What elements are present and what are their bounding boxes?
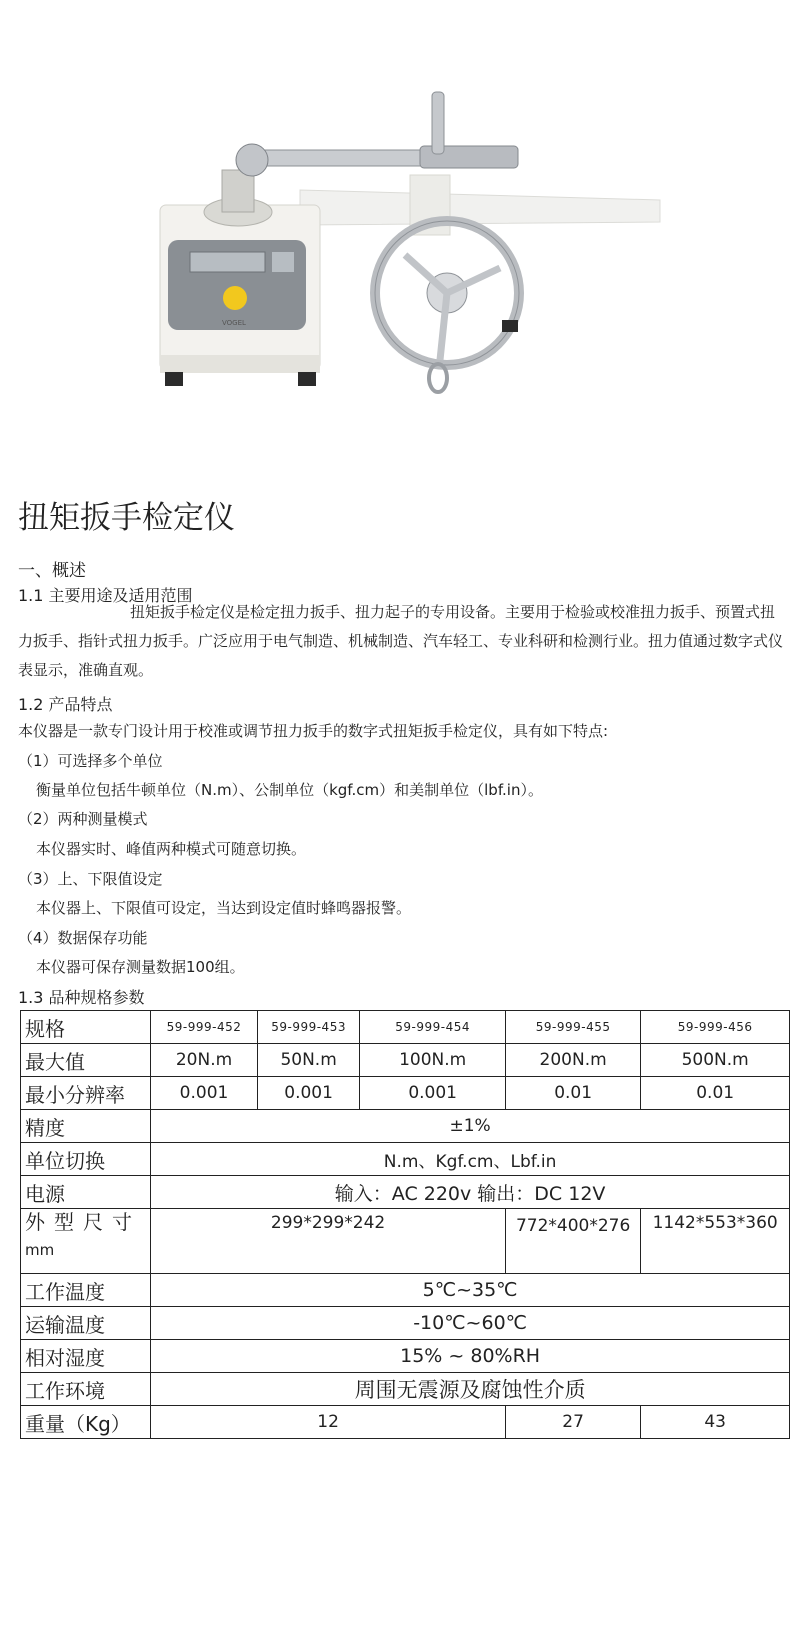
torque-tester-illustration [0, 0, 800, 470]
cell-value: 59-999-456 [641, 1011, 790, 1044]
feature-1-desc: 衡量单位包括牛顿单位（N.m）、公制单位（kgf.cm）和美制单位（lbf.in）。 [36, 781, 543, 799]
section-1-1-heading: 1.1 主要用途及适用范围 [18, 586, 193, 605]
usage-paragraph [18, 598, 786, 685]
cell-value: -10℃~60℃ [151, 1307, 790, 1340]
dims-label: 外型尺寸 [25, 1210, 141, 1234]
cell-value: 200N.m [505, 1044, 640, 1077]
cell-value: 100N.m [360, 1044, 506, 1077]
table-row-power [21, 1176, 790, 1209]
cell-value: 0.01 [505, 1077, 640, 1110]
cell-value: 500N.m [641, 1044, 790, 1077]
cell-label: 电源 [21, 1176, 151, 1209]
feature-3-title: （3）上、下限值设定 [18, 870, 163, 888]
cell-label: 工作温度 [21, 1274, 151, 1307]
page-title: 扭矩扳手检定仪 [18, 500, 235, 536]
cell-label: 规格 [21, 1011, 151, 1044]
cell-value: 0.01 [641, 1077, 790, 1110]
cell-label: 单位切换 [21, 1143, 151, 1176]
cell-value: 0.001 [360, 1077, 506, 1110]
cell-value: 299*299*242 [151, 1209, 506, 1274]
cell-value: ±1% [151, 1110, 790, 1143]
cell-value: 43 [641, 1406, 790, 1439]
table-row-units [21, 1143, 790, 1176]
table-row-work-temp [21, 1274, 790, 1307]
table-row-model [21, 1011, 790, 1044]
cell-value: 20N.m [151, 1044, 258, 1077]
cell-value: 0.001 [257, 1077, 360, 1110]
cell-value: N.m、Kgf.cm、Lbf.in [151, 1143, 790, 1176]
cell-label: 相对湿度 [21, 1340, 151, 1373]
cell-value: 5℃~35℃ [151, 1274, 790, 1307]
spec-table [20, 1010, 790, 1439]
cell-label: 重量（Kg） [21, 1406, 151, 1439]
cell-value: 772*400*276 [505, 1209, 640, 1274]
brand-mark: VOGEL [222, 319, 246, 327]
cell-value: 12 [151, 1406, 506, 1439]
cell-label: 最小分辨率 [21, 1077, 151, 1110]
cell-value: 59-999-452 [151, 1011, 258, 1044]
cell-label: 最大值 [21, 1044, 151, 1077]
cell-value: 59-999-453 [257, 1011, 360, 1044]
table-row-weight [21, 1406, 790, 1439]
table-row-dimensions [21, 1209, 790, 1274]
usage-paragraph-text: 扭矩扳手检定仪是检定扭力扳手、扭力起子的专用设备。主要用于检验或校准扭力扳手、预置式扭力扳手、指针式扭力扳手。广泛应用于电气制造、机械制造、汽车轻工、专业科研和检测行业。扭力值通过数字式仪表显示，准确直观。 [18, 603, 784, 679]
table-row-max [21, 1044, 790, 1077]
table-row-environment [21, 1373, 790, 1406]
cell-value: 0.001 [151, 1077, 258, 1110]
cell-value: 15% ~ 80%RH [151, 1340, 790, 1373]
cell-value: 输入：AC 220v 输出：DC 12V [151, 1176, 790, 1209]
features-intro: 本仪器是一款专门设计用于校准或调节扭力扳手的数字式扭矩扳手检定仪，具有如下特点: [18, 722, 609, 740]
feature-4-title: （4）数据保存功能 [18, 929, 148, 947]
cell-value: 周围无震源及腐蚀性介质 [151, 1373, 790, 1406]
table-row-resolution [21, 1077, 790, 1110]
cell-value: 59-999-454 [360, 1011, 506, 1044]
table-row-transport-temp [21, 1307, 790, 1340]
feature-3-desc: 本仪器上、下限值可设定，当达到设定值时蜂鸣器报警。 [36, 899, 412, 917]
section-1-3-heading: 1.3 品种规格参数 [18, 988, 145, 1007]
table-row-accuracy [21, 1110, 790, 1143]
cell-label: 精度 [21, 1110, 151, 1143]
feature-1-title: （1）可选择多个单位 [18, 752, 163, 770]
cell-value: 59-999-455 [505, 1011, 640, 1044]
cell-label: 运输温度 [21, 1307, 151, 1340]
cell-label [21, 1209, 151, 1274]
dims-unit: mm [25, 1241, 55, 1259]
section-1-2-heading: 1.2 产品特点 [18, 695, 113, 714]
cell-value: 27 [505, 1406, 640, 1439]
cell-value: 1142*553*360 [641, 1209, 790, 1274]
table-row-humidity [21, 1340, 790, 1373]
overview-heading: 一、概述 [18, 561, 86, 581]
feature-4-desc: 本仪器可保存测量数据100组。 [36, 958, 245, 976]
cell-label: 工作环境 [21, 1373, 151, 1406]
product-image [0, 0, 800, 470]
feature-2-title: （2）两种测量模式 [18, 810, 148, 828]
feature-2-desc: 本仪器实时、峰值两种模式可随意切换。 [36, 840, 307, 858]
cell-value: 50N.m [257, 1044, 360, 1077]
